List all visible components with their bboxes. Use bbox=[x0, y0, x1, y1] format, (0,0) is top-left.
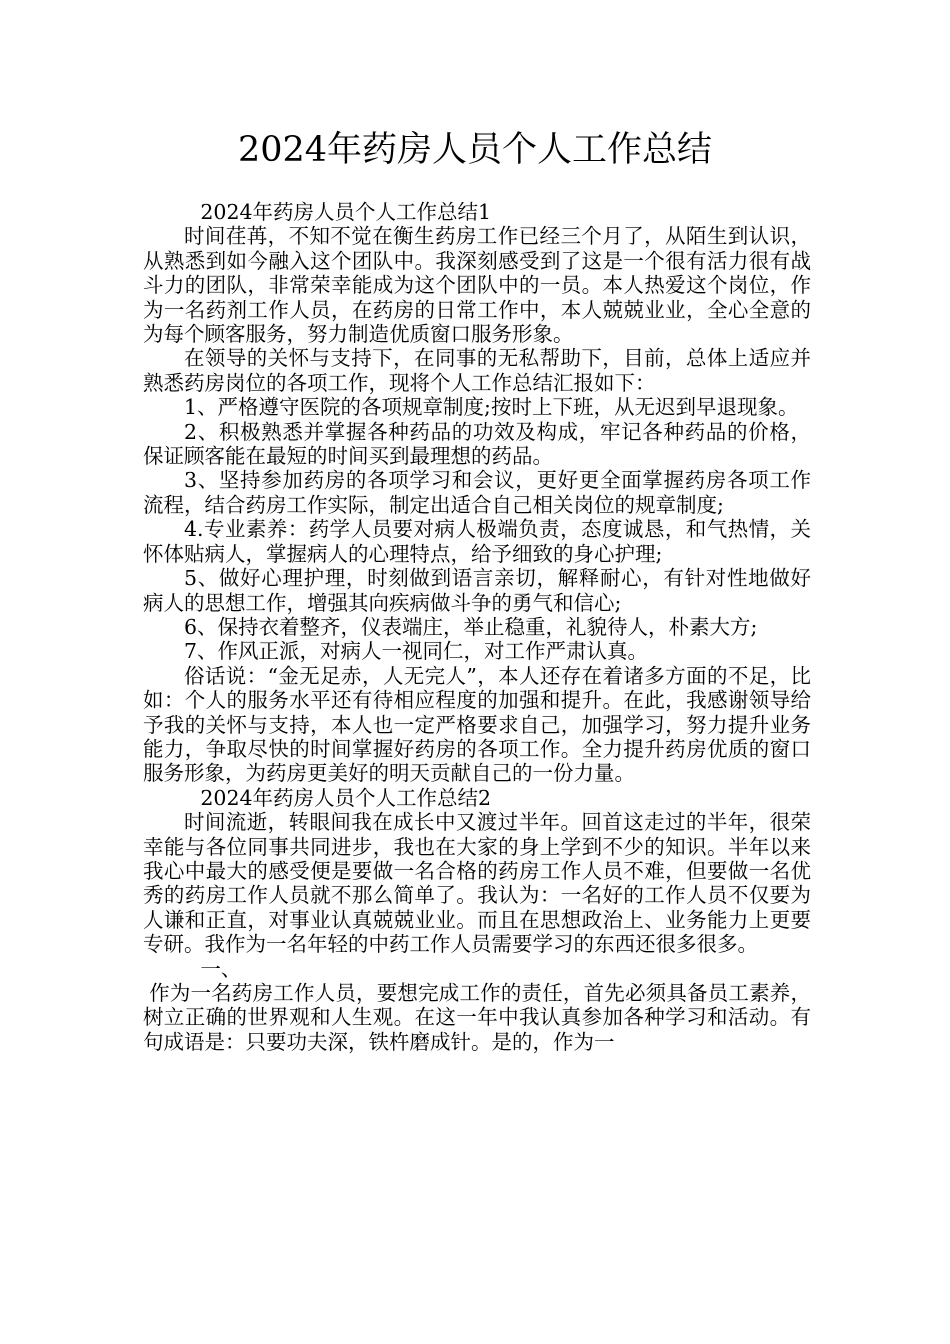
paragraph: 时间流逝，转眼间我在成长中又渡过半年。回首这走过的半年，很荣幸能与各位同事共同进步，我也在大家的身上学到不少的知识。半年以来我心中最大的感受便是要做一名合格的药房工作人员不难，但要做一名优秀的药房工作人员就不那么简单了。我认为：一名好的工作人员不仅要为人谦和正直，对事业认真兢兢业业。而且在思想政治上、业务能力上更要专研。我作为一名年轻的中药工作人员需要学习的东西还很多很多。 bbox=[143, 810, 811, 957]
document-title: 2024年药房人员个人工作总结 bbox=[237, 130, 713, 170]
list-item: 7、作风正派，对病人一视同仁，对工作严肃认真。 bbox=[184, 639, 649, 664]
section-heading-2: 2024年药房人员个人工作总结2 bbox=[200, 785, 492, 810]
paragraph: 在领导的关怀与支持下，在同事的无私帮助下，目前，总体上适应并熟悉药房岗位的各项工作，现将个人工作总结汇报如下： bbox=[143, 346, 811, 395]
paragraph: 时间荏苒，不知不觉在衡生药房工作已经三个月了，从陌生到认识，从熟悉到如今融入这个团队中。我深刻感受到了这是一个很有活力很有战斗力的团队，非常荣幸能成为这个团队中的一员。本人热爱这个岗位，作为一名药剂工作人员，在药房的日常工作中，本人兢兢业业，全心全意的为每个顾客服务，努力制造优质窗口服务形象。 bbox=[143, 224, 811, 347]
subsection-number: 一、 bbox=[200, 956, 242, 981]
paragraph: 俗话说：“金无足赤，人无完人”，本人还存在着诸多方面的不足，比如：个人的服务水平还有待相应程度的加强和提升。在此，我感谢领导给予我的关怀与支持，本人也一定严格要求自己，加强学习，努力提升业务能力，争取尽快的时间掌握好药房的各项工作。全力提升药房优质的窗口服务形象，为药房更美好的明天贡献自己的一份力量。 bbox=[143, 663, 811, 786]
document-body bbox=[143, 200, 811, 1054]
list-item: 2、积极熟悉并掌握各种药品的功效及构成，牢记各种药品的价格，保证顾客能在最短的时间买到最理想的药品。 bbox=[143, 419, 811, 469]
list-item: 4.专业素养：药学人员要对病人极端负责，态度诚恳，和气热情，关怀体贴病人，掌握病人的心理特点，给予细致的身心护理; bbox=[143, 517, 811, 566]
paragraph: 作为一名药房工作人员，要想完成工作的责任，首先必须具备员工素养，树立正确的世界观和人生观。在这一年中我认真参加各种学习和活动。有句成语是：只要功夫深，铁杵磨成针。是的，作为一 bbox=[143, 981, 811, 1054]
list-item: 3、坚持参加药房的各项学习和会议，更好更全面掌握药房各项工作流程，结合药房工作实际，制定出适合自己相关岗位的规章制度; bbox=[143, 468, 811, 517]
list-item: 5、做好心理护理，时刻做到语言亲切，解释耐心，有针对性地做好病人的思想工作，增强其向疾病做斗争的勇气和信心; bbox=[143, 566, 811, 615]
list-item: 1、严格遵守医院的各项规章制度;按时上下班，从无迟到早退现象。 bbox=[184, 395, 799, 420]
section-heading-1: 2024年药房人员个人工作总结1 bbox=[200, 200, 492, 224]
list-item: 6、保持衣着整齐，仪表端庄，举止稳重，礼貌待人，朴素大方; bbox=[184, 614, 758, 639]
